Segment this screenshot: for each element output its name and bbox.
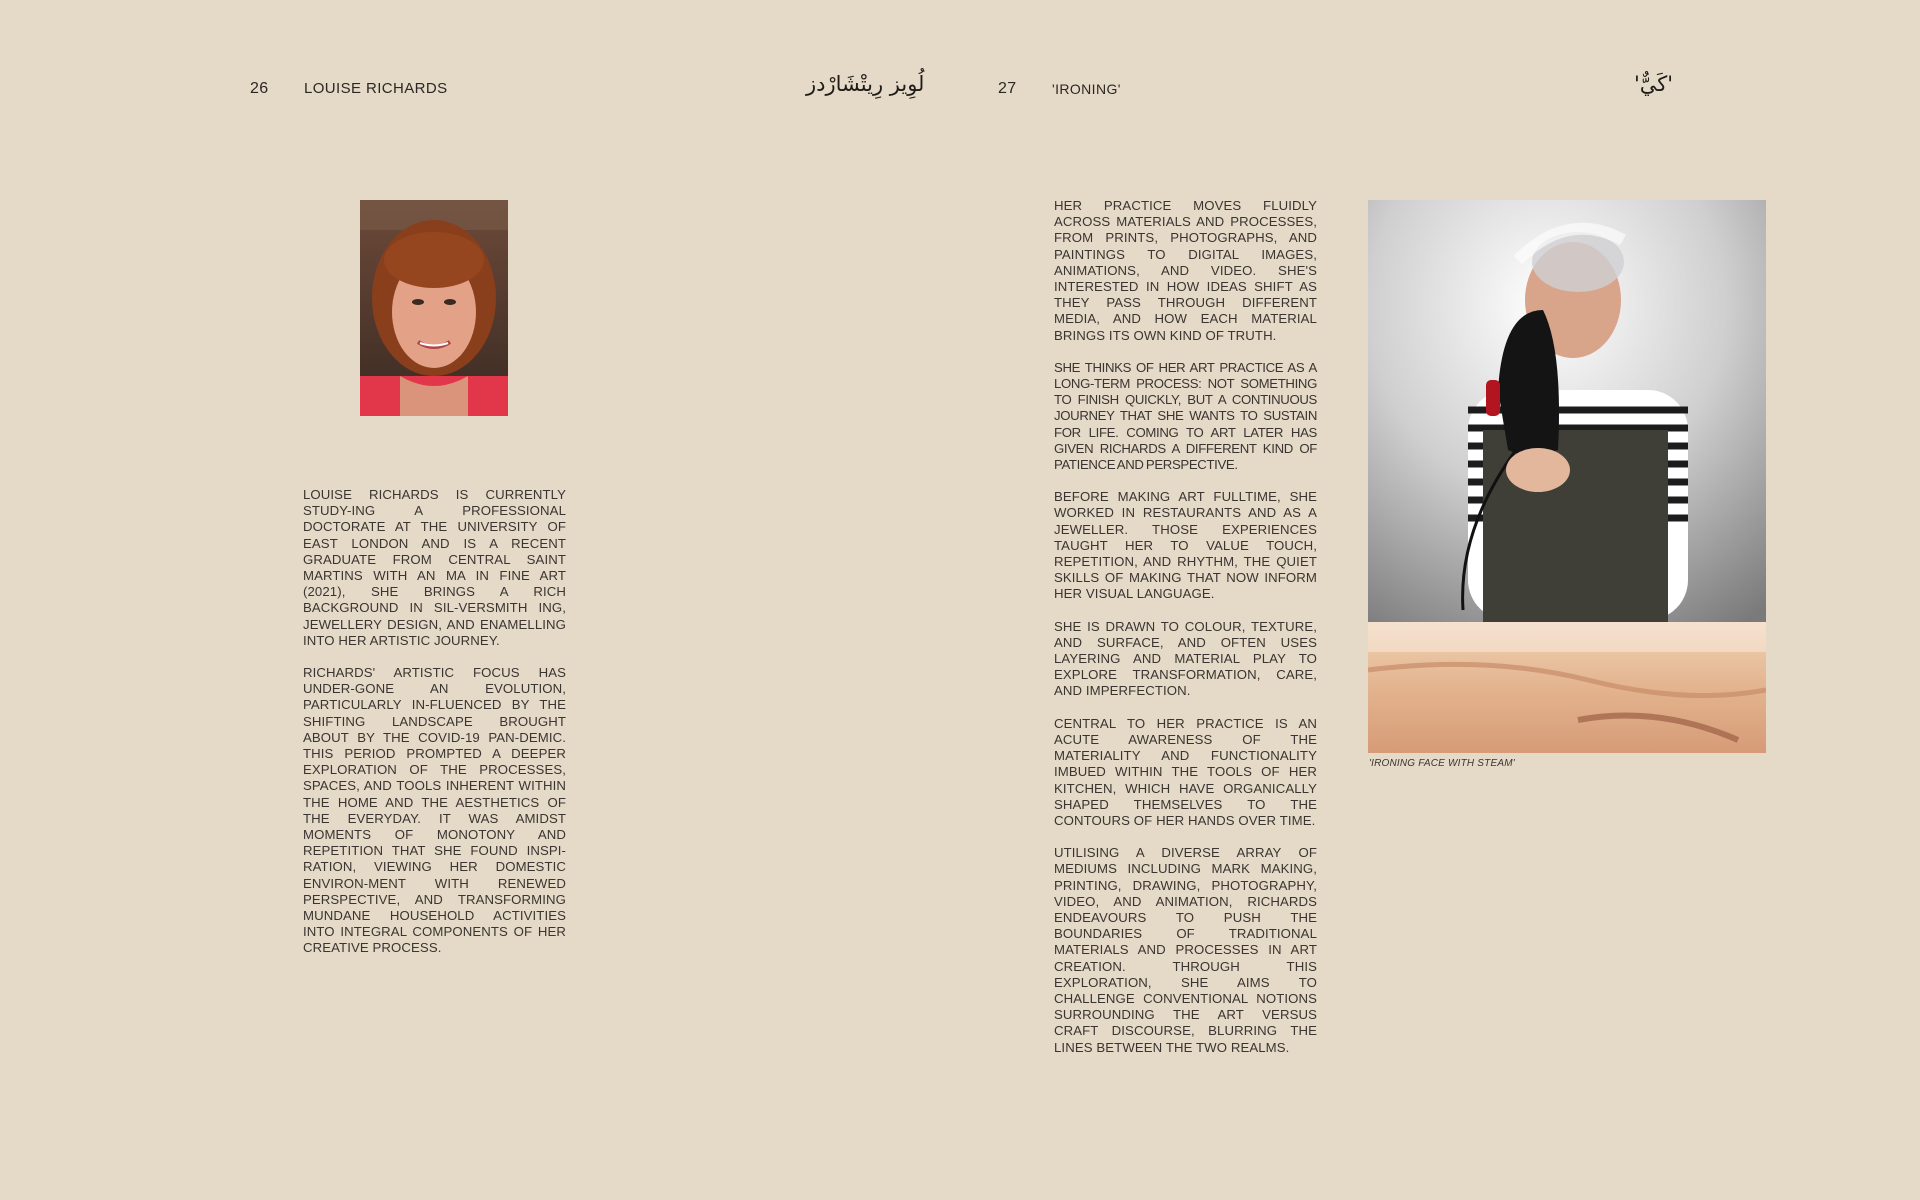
left-paragraph-1: LOUISE RICHARDS IS CURRENTLY STUDY-ING A PROFESSIONAL DOCTORATE AT THE UNIVERSITY OF EAST LONDON AND IS A RECENT GRADUATE FROM CENTRAL SAINT MARTINS WITH AN MA IN FINE ART (2021), SHE BRINGS A RICH BACKGROUND IN SIL-VERSMITH ING, JEWELLERY DESIGN, AND ENAMELLING INTO HER ARTISTIC JOURNEY.	[303, 487, 566, 648]
right-paragraph-3: BEFORE MAKING ART FULLTIME, SHE WORKED IN RESTAURANTS AND AS A JEWELLER. THOSE EXPERIENCES TAUGHT HER TO VALUE TOUCH, REPETITION, AND RHYTHM, THE QUIET SKILLS OF MAKING THAT NOW INFORM HER VISUAL LANGUAGE.	[1054, 489, 1317, 602]
left-body-text	[303, 487, 566, 973]
left-paragraph-2: RICHARDS' ARTISTIC FOCUS HAS UNDER-GONE AN EVOLUTION, PARTICULARLY IN-FLUENCED BY THE SHIFTING LANDSCAPE BROUGHT ABOUT BY THE COVID-19 PAN-DEMIC. THIS PERIOD PROMPTED A DEEPER EXPLORATION OF THE PROCESSES, SPACES, AND TOOLS INHERENT WITHIN THE HOME AND THE AESTHETICS OF THE EVERYDAY. IT WAS AMIDST MOMENTS OF MONOTONY AND REPETITION THAT SHE FOUND INSPI-RATION, VIEWING HER DOMESTIC ENVIRON-MENT WITH RENEWED PERSPECTIVE, AND TRANSFORMING MUNDANE HOUSEHOLD ACTIVITIES INTO INTEGRAL COMPONENTS OF HER CREATIVE PROCESS.	[303, 665, 566, 956]
right-header-title: 'IRONING'	[1052, 81, 1121, 97]
right-paragraph-1: HER PRACTICE MOVES FLUIDLY ACROSS MATERIALS AND PROCESSES, FROM PRINTS, PHOTOGRAPHS, AND PAINTINGS TO DIGITAL IMAGES, ANIMATIONS, AND VIDEO. SHE'S INTERESTED IN HOW IDEAS SHIFT AS THEY PASS THROUGH DIFFERENT MEDIA, AND HOW EACH MATERIAL BRINGS ITS OWN KIND OF TRUTH.	[1054, 198, 1317, 343]
right-paragraph-4: SHE IS DRAWN TO COLOUR, TEXTURE, AND SURFACE, AND OFTEN USES LAYERING AND MATERIAL PLAY TO EXPLORE TRANSFORMATION, CARE, AND IMPERFECTION.	[1054, 618, 1317, 699]
right-body-text	[1054, 198, 1317, 1072]
left-header-title: LOUISE RICHARDS	[304, 80, 448, 97]
left-page-number: 26	[250, 80, 269, 97]
right-page-number: 27	[998, 80, 1017, 97]
right-paragraph-5: CENTRAL TO HER PRACTICE IS AN ACUTE AWARENESS OF THE MATERIALITY AND FUNCTIONALITY IMBUED WITHIN THE TOOLS OF HER KITCHEN, WHICH HAVE ORGANICALLY SHAPED THEMSELVES TO THE CONTOURS OF HER HANDS OVER TIME.	[1054, 715, 1317, 828]
right-paragraph-2: SHE THINKS OF HER ART PRACTICE AS A LONG-TERM PROCESS: NOT SOMETHING TO FINISH QUICKLY, BUT A CONTINUOUS JOURNEY THAT SHE WANTS TO SUSTAIN FOR LIFE. COMING TO ART LATER HAS GIVEN RICHARDS A DIFFERENT KIND OF PATIENCE AND PERSPECTIVE.	[1054, 359, 1317, 473]
ironing-artwork-image	[1368, 200, 1766, 753]
artist-portrait-photo	[360, 200, 508, 416]
left-header-arabic-title: لُوِيز رِيتْشَارْدز	[806, 72, 925, 96]
artwork-caption: 'IRONING FACE WITH STEAM'	[1369, 758, 1515, 769]
right-paragraph-6: UTILISING A DIVERSE ARRAY OF MEDIUMS INCLUDING MARK MAKING, PRINTING, DRAWING, PHOTOGRAPHY, VIDEO, AND ANIMATION, RICHARDS ENDEAVOURS TO PUSH THE BOUNDARIES OF TRADITIONAL MATERIALS AND PROCESSES IN ART CREATION. THROUGH THIS EXPLORATION, SHE AIMS TO CHALLENGE CONVENTIONAL NOTIONS SURROUNDING THE ART VERSUS CRAFT DISCOURSE, BLURRING THE LINES BETWEEN THE TWO REALMS.	[1054, 845, 1317, 1055]
right-header-arabic-title: 'كَيٌّ'	[1634, 72, 1674, 96]
